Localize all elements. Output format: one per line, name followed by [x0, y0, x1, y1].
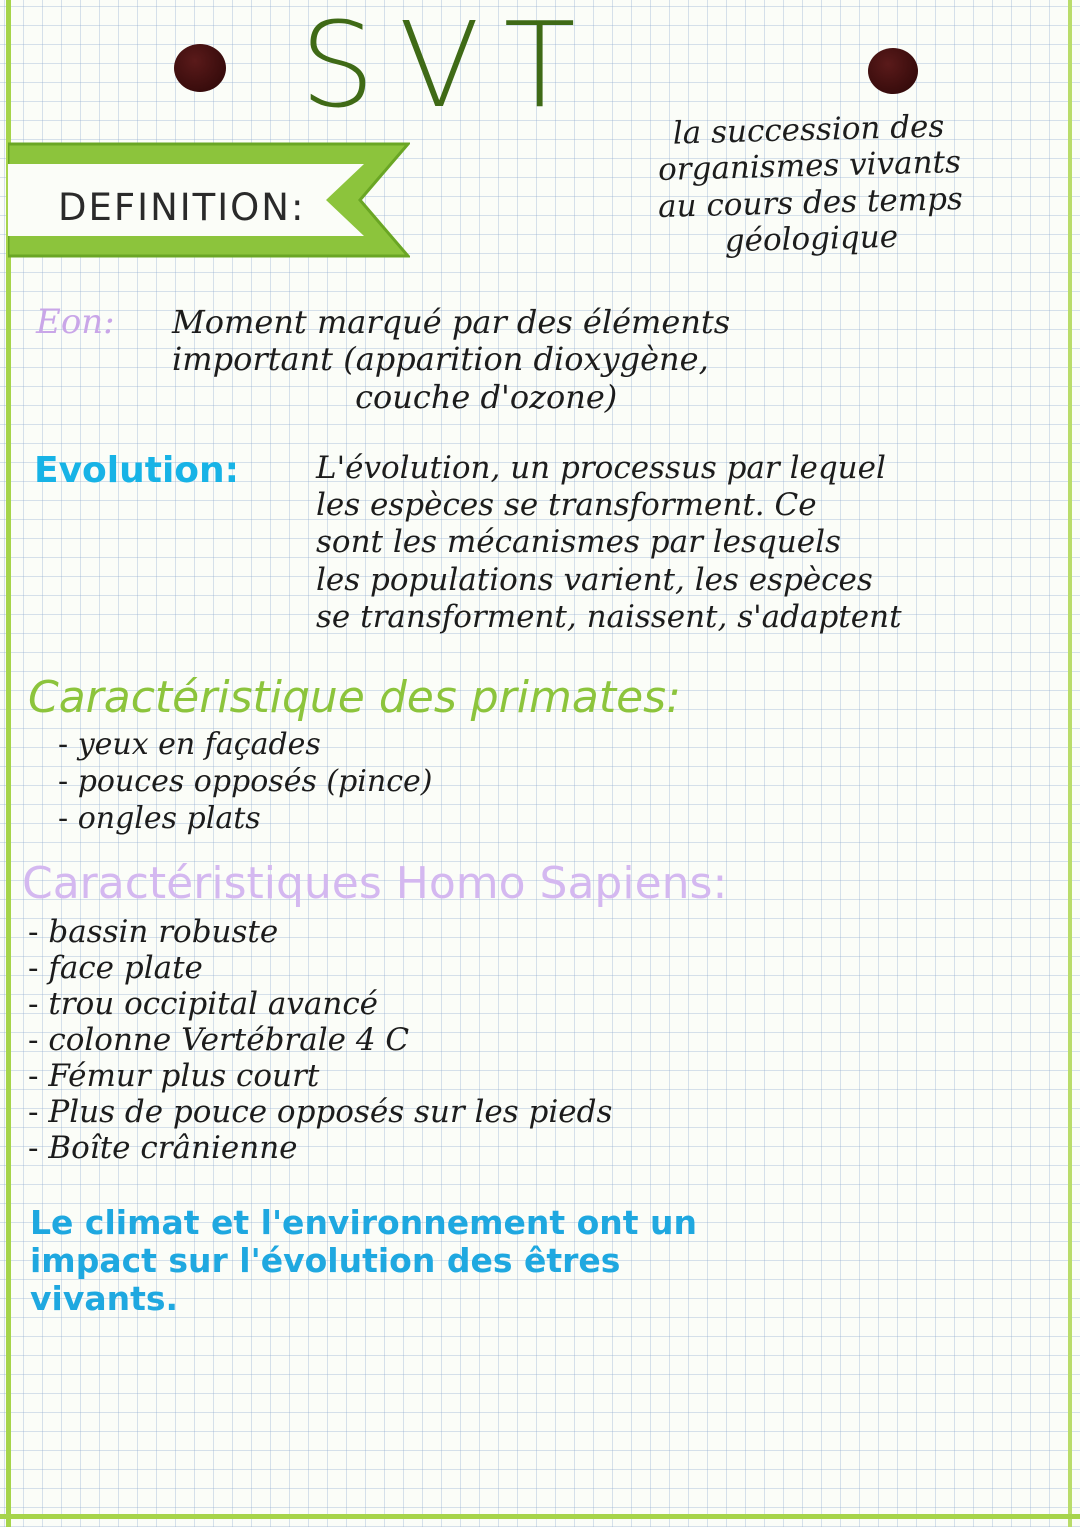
conclusion-text: Le climat et l'environnement ont un impact sur l'évolution des êtres vivants. — [30, 1203, 698, 1318]
list-item: - trou occipital avancé — [28, 986, 612, 1022]
page-border-right — [1068, 0, 1072, 1527]
definition-label: DEFINITION: — [58, 186, 306, 229]
primates-list — [58, 726, 432, 837]
evolution-definition: L'évolution, un processus par lequel les espèces se transforment. Ce sont les mécanismes par lesquels les populations varient, les espèces se transforment, naissent, s'adaptent — [316, 450, 902, 635]
decorative-dot-right — [868, 48, 918, 94]
eon-term: Eon: — [36, 302, 115, 342]
eon-definition: Moment marqué par des éléments important (apparition dioxygène, couche d'ozone) — [172, 303, 731, 416]
homo-sapiens-heading: Caractéristiques Homo Sapiens: — [22, 858, 728, 909]
list-item: - face plate — [28, 950, 612, 986]
homo-sapiens-list — [28, 914, 612, 1166]
page-border-bottom — [0, 1514, 1080, 1519]
list-item: - colonne Vertébrale 4 C — [28, 1022, 612, 1058]
evolution-term: Evolution: — [34, 450, 240, 491]
list-item: - Boîte crânienne — [28, 1130, 612, 1166]
list-item: - bassin robuste — [28, 914, 612, 950]
list-item: - ongles plats — [58, 800, 432, 837]
list-item: - pouces opposés (pince) — [58, 763, 432, 800]
list-item: - yeux en façades — [58, 726, 432, 763]
primates-heading: Caractéristique des primates: — [28, 672, 681, 723]
list-item: - Plus de pouce opposés sur les pieds — [28, 1094, 612, 1130]
page-title: SVT — [300, 0, 600, 134]
definition-text: la succession des organismes vivants au cours des temps géologique — [657, 108, 964, 260]
decorative-dot-left — [174, 44, 226, 92]
list-item: - Fémur plus court — [28, 1058, 612, 1094]
